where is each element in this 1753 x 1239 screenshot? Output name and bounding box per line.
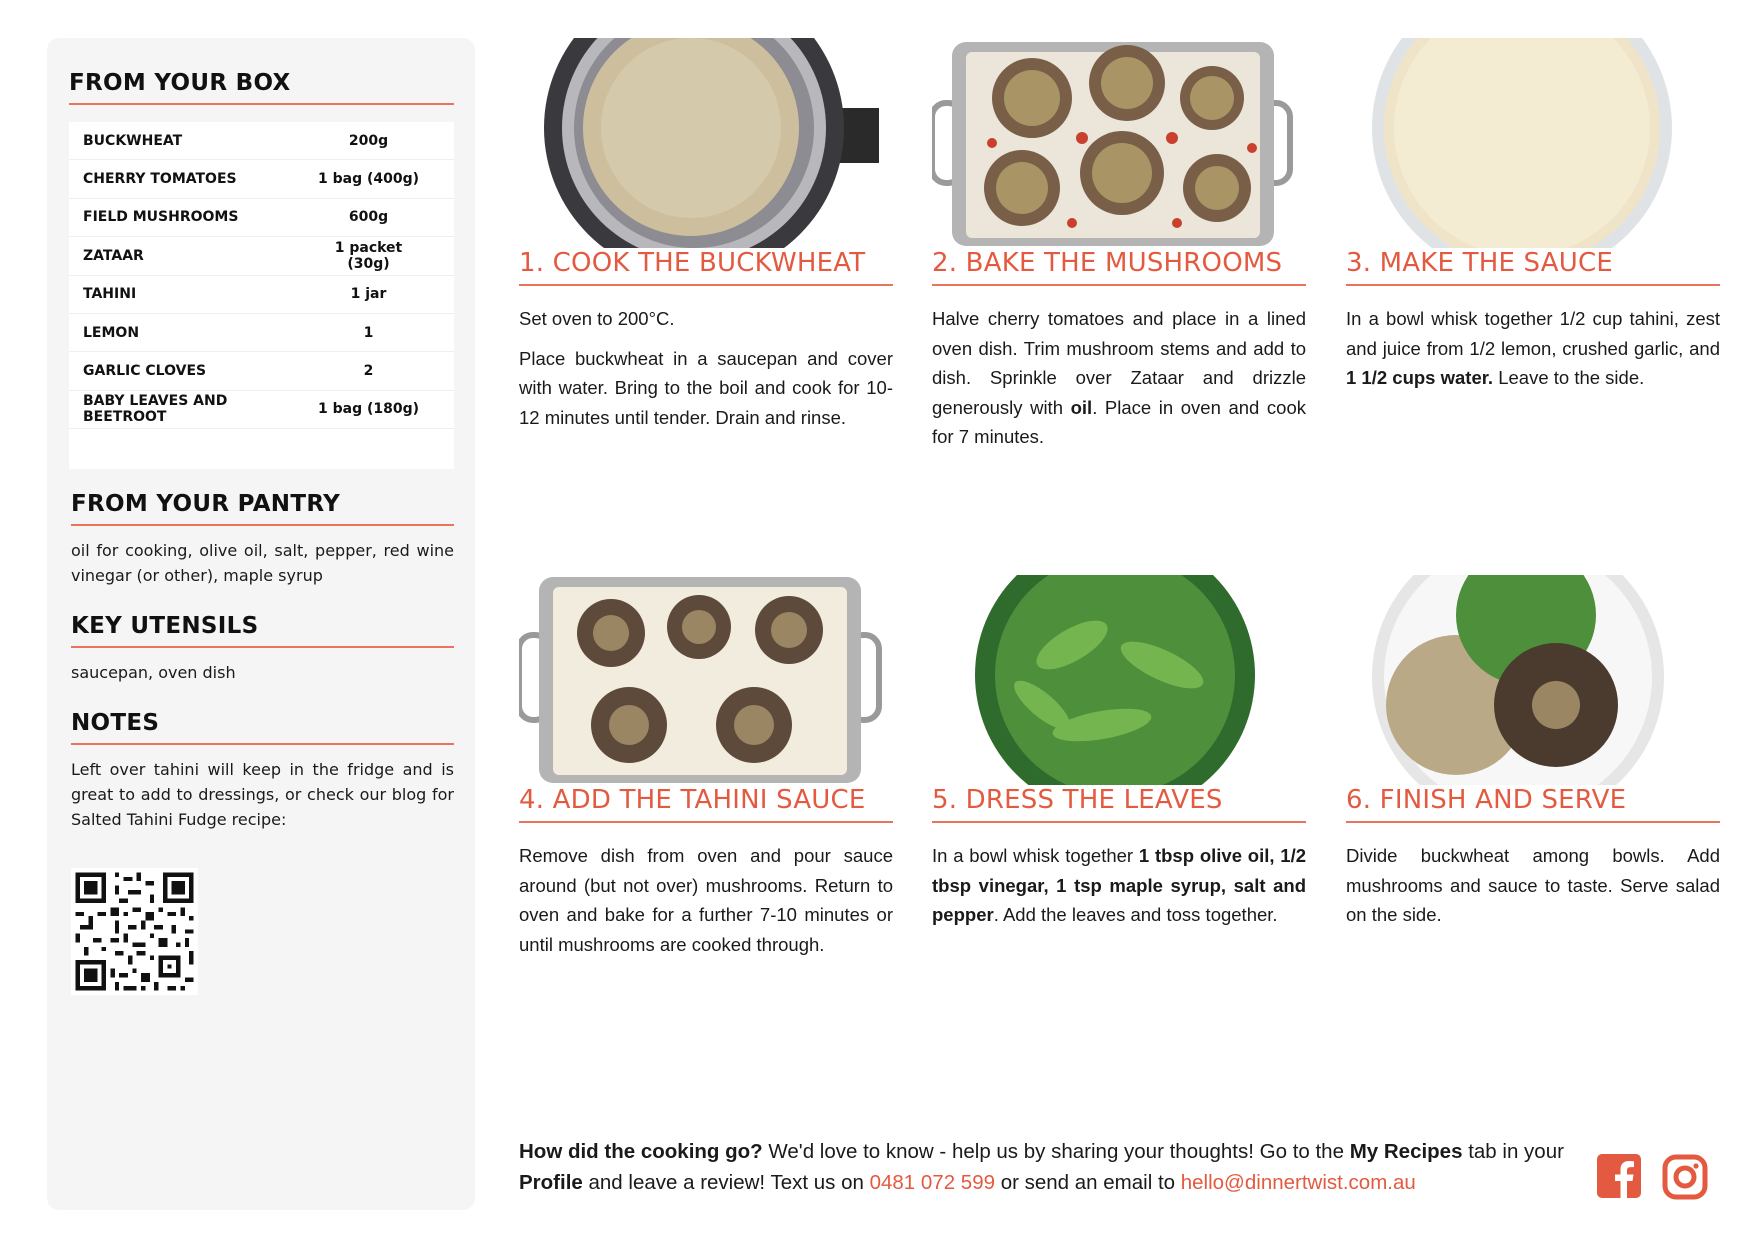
step-1-text-2: Place buckwheat in a saucepan and cover with water. Bring to the boil and cook for 10-12 minutes until tender. Drain and rinse. (519, 347, 893, 428)
ingredient-name: GARLIC CLOVES (83, 363, 207, 380)
step-5-text: In a bowl whisk together 1 tbsp olive oil, 1/2 tbsp vinegar, 1 tsp maple syrup, salt and pepper. Add the leaves and toss together. (932, 845, 1307, 925)
feedback-footer: How did the cooking go? We'd love to know - help us by sharing your thoughts! Go to the My Recipes tab in your Profile and leave a review! Text us on 0481 072 599 or send an email to hello@dinnertwist.com.au (519, 1140, 1564, 1194)
utensils-text: saucepan, oven dish (71, 663, 236, 682)
step-6-title: 6. FINISH AND SERVE (1346, 785, 1720, 823)
utensils-title: KEY UTENSILS (71, 613, 454, 648)
step-3 (1346, 38, 1720, 393)
ingredient-name: ZATAAR (83, 247, 144, 264)
email-link[interactable]: hello@dinnertwist.com.au (1180, 1171, 1416, 1194)
step-4-title: 4. ADD THE TAHINI SAUCE (519, 785, 893, 823)
step-6-image (1346, 575, 1720, 785)
pantry-title: FROM YOUR PANTRY (71, 491, 454, 526)
step-3-text: In a bowl whisk together 1/2 cup tahini, zest and juice from 1/2 lemon, crushed garlic, and 1 1/2 cups water. Leave to the side. (1346, 308, 1720, 388)
ingredient-qty: 2 (363, 363, 374, 380)
notes-section (71, 710, 454, 832)
step-1-title: 1. COOK THE BUCKWHEAT (519, 248, 893, 286)
ingredient-name: BABY LEAVES AND BEETROOT (83, 393, 228, 426)
notes-text: Left over tahini will keep in the fridge and is great to add to dressings, or check our blog for Salted Tahini Fudge recipe: (71, 760, 454, 829)
ingredient-row (69, 122, 454, 160)
ingredient-qty: 600g (348, 209, 389, 226)
step-1-image (519, 38, 893, 248)
ingredient-row (69, 391, 454, 429)
step-4-image (519, 575, 893, 785)
ingredient-qty: 1 bag (180g) (317, 401, 420, 418)
ingredient-name: BUCKWHEAT (83, 132, 183, 149)
ingredient-row (69, 160, 454, 198)
profile-link[interactable]: Profile (519, 1171, 583, 1194)
step-2-image (932, 38, 1306, 248)
step-1 (519, 38, 893, 432)
step-1-text-1: Set oven to 200°C. (519, 308, 675, 329)
ingredient-row (69, 314, 454, 352)
ingredient-qty: 1 packet (30g) (334, 239, 403, 272)
step-2 (932, 38, 1306, 452)
ingredient-qty: 1 jar (350, 286, 387, 303)
step-3-title: 3. MAKE THE SAUCE (1346, 248, 1720, 286)
from-your-box-title: FROM YOUR BOX (69, 70, 454, 105)
step-2-text: Halve cherry tomatoes and place in a lined oven dish. Trim mushroom stems and add to dish. Sprinkle over Zataar and drizzle generously with oil. Place in oven and cook for 7 minutes. (932, 308, 1307, 447)
ingredient-qty: 200g (348, 132, 389, 149)
phone-link[interactable]: 0481 072 599 (869, 1171, 995, 1194)
ingredient-name: CHERRY TOMATOES (83, 171, 237, 188)
step-2-title: 2. BAKE THE MUSHROOMS (932, 248, 1306, 286)
step-6 (1346, 575, 1720, 930)
instagram-icon[interactable] (1662, 1154, 1708, 1204)
step-5-title: 5. DRESS THE LEAVES (932, 785, 1306, 823)
ingredient-qty: 1 bag (400g) (317, 171, 420, 188)
ingredient-row (69, 276, 454, 314)
from-your-box-table (69, 122, 454, 469)
pantry-text: oil for cooking, olive oil, salt, pepper, red wine vinegar (or other), maple syrup (71, 541, 454, 585)
ingredient-row (69, 199, 454, 237)
ingredient-name: FIELD MUSHROOMS (83, 209, 239, 226)
ingredients-sidebar (47, 38, 475, 1210)
ingredient-row (69, 237, 454, 275)
my-recipes-link[interactable]: My Recipes (1349, 1140, 1463, 1163)
step-4 (519, 575, 893, 959)
ingredient-name: TAHINI (83, 286, 137, 303)
facebook-icon[interactable] (1597, 1154, 1641, 1202)
step-5-image (932, 575, 1306, 785)
ingredient-name: LEMON (83, 324, 140, 341)
footer-question: How did the cooking go? (519, 1140, 763, 1163)
step-6-text: Divide buckwheat among bowls. Add mushrooms and sauce to taste. Serve salad on the side. (1346, 845, 1720, 925)
pantry-section (71, 491, 454, 588)
ingredient-qty: 1 (363, 324, 374, 341)
ingredient-row (69, 352, 454, 390)
qr-code-icon[interactable] (71, 868, 198, 995)
step-3-image (1346, 38, 1720, 248)
step-5 (932, 575, 1306, 930)
step-4-text: Remove dish from oven and pour sauce around (but not over) mushrooms. Return to oven and bake for a further 7-10 minutes or until mushrooms are cooked through. (519, 845, 893, 955)
notes-title: NOTES (71, 710, 454, 745)
utensils-section (71, 613, 454, 685)
